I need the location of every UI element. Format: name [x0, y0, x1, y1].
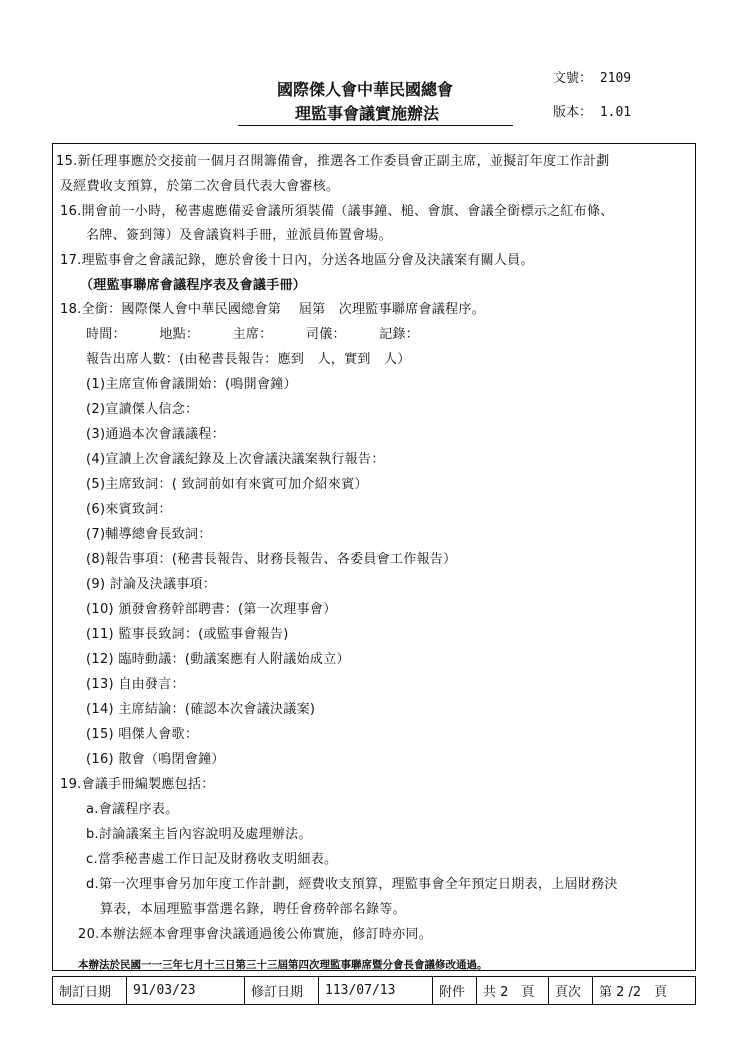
revised-value: 113/07/13 [319, 977, 433, 1004]
agenda-item-1: (1)主席宣佈會議開始：(鳴開會鐘） [86, 377, 297, 392]
agenda-item-13: (13) 自由發言： [86, 677, 185, 692]
agenda-item-5: (5)主席致詞：( 致詞前如有來賓可加介紹來賓） [86, 477, 368, 492]
line-19: 19.會議手冊編製應包括： [60, 777, 215, 792]
agenda-item-2: (2)宣讀傑人信念： [86, 402, 199, 417]
doc-number: 文號： 2109 [553, 71, 632, 86]
agenda-item-11: (11) 監事長致詞：(或監事會報告) [86, 627, 289, 642]
agenda-item-4: (4)宣讀上次會議紀錄及上次會議決議案執行報告： [86, 452, 385, 467]
attachment-value: 共 2 頁 [477, 977, 549, 1004]
agenda-item-3: (3)通過本次會議議程： [86, 427, 226, 442]
doc-title-line1: 國際傑人會中華民國總會 [276, 80, 453, 99]
created-value: 91/03/23 [127, 977, 245, 1004]
line-20: 20.本辦法經本會理事會決議通過後公佈實施，修訂時亦同。 [78, 927, 433, 942]
agenda-item-7: (7)輔導總會長致詞： [86, 527, 212, 542]
agenda-item-9: (9) 討論及決議事項： [86, 577, 217, 592]
title-underline [238, 125, 513, 126]
doc-version: 版本： 1.01 [553, 105, 632, 120]
line-15a: 15.新任理事應於交接前一個月召開籌備會，推選各工作委員會正副主席，並擬訂年度工作計劃 [56, 154, 610, 169]
line-19a: a.會議程序表。 [86, 802, 179, 817]
line-16b: 名牌、簽到簿）及會議資料手冊，並派員佈置會場。 [86, 228, 392, 243]
line-19b: b.討論議案主旨內容說明及處理辦法。 [86, 827, 312, 842]
revised-label: 修訂日期 [245, 977, 319, 1004]
line-18-fields: 時間： 地點： 主席： 司儀： 記錄： [86, 327, 420, 342]
section-heading: （理監事聯席會議程序表及會議手冊） [80, 278, 307, 293]
attachment-label: 附件 [433, 977, 477, 1004]
created-label: 制訂日期 [53, 977, 127, 1004]
amendment-note: 本辦法於民國一一三年七月十三日第三十三屆第四次理監事聯席暨分會長會議修改通過。 [78, 959, 488, 971]
agenda-item-16: (16) 散會（鳴閉會鐘） [86, 752, 225, 767]
agenda-item-14: (14) 主席結論：(確認本次會議決議案) [86, 702, 316, 717]
line-15b: 及經費收支預算，於第二次會員代表大會審核。 [60, 179, 340, 194]
line-17: 17.理監事會之會議記錄，應於會後十日內，分送各地區分會及決議案有關人員。 [60, 253, 534, 268]
agenda-item-12: (12) 臨時動議：(動議案應有人附議始成立） [86, 652, 350, 667]
line-16a: 16.開會前一小時，秘書處應備妥會議所須裝備（議事鐘、槌、會旗、會議全銜標示之紅布條、 [60, 204, 614, 219]
page-label: 頁次 [549, 977, 593, 1004]
agenda-item-8: (8)報告事項：(秘書長報告、財務長報告、各委員會工作報告） [86, 552, 457, 567]
line-18: 18.全銜：國際傑人會中華民國總會第 屆第 次理監事聯席會議程序。 [60, 302, 486, 317]
doc-title-line2: 理監事會議實施辦法 [294, 104, 439, 123]
agenda-item-15: (15) 唱傑人會歌： [86, 727, 199, 742]
line-19d: d.第一次理事會另加年度工作計劃，經費收支預算，理監事會全年預定日期表，上屆財務決 [86, 877, 618, 892]
footer-table [52, 976, 696, 1005]
page-value: 第 2 /2 頁 [599, 985, 668, 1000]
line-19d-cont: 算表，本屆理監事當選名錄，聘任會務幹部名錄等。 [100, 902, 406, 917]
line-19c: c.當季秘書處工作日記及財務收支明細表。 [86, 852, 338, 867]
agenda-item-10: (10) 頒發會務幹部聘書：(第一次理事會） [86, 602, 337, 617]
line-18-attendance: 報告出席人數：(由秘書長報告：應到 人，實到 人） [86, 352, 411, 367]
agenda-item-6: (6)來賓致詞： [86, 502, 172, 517]
